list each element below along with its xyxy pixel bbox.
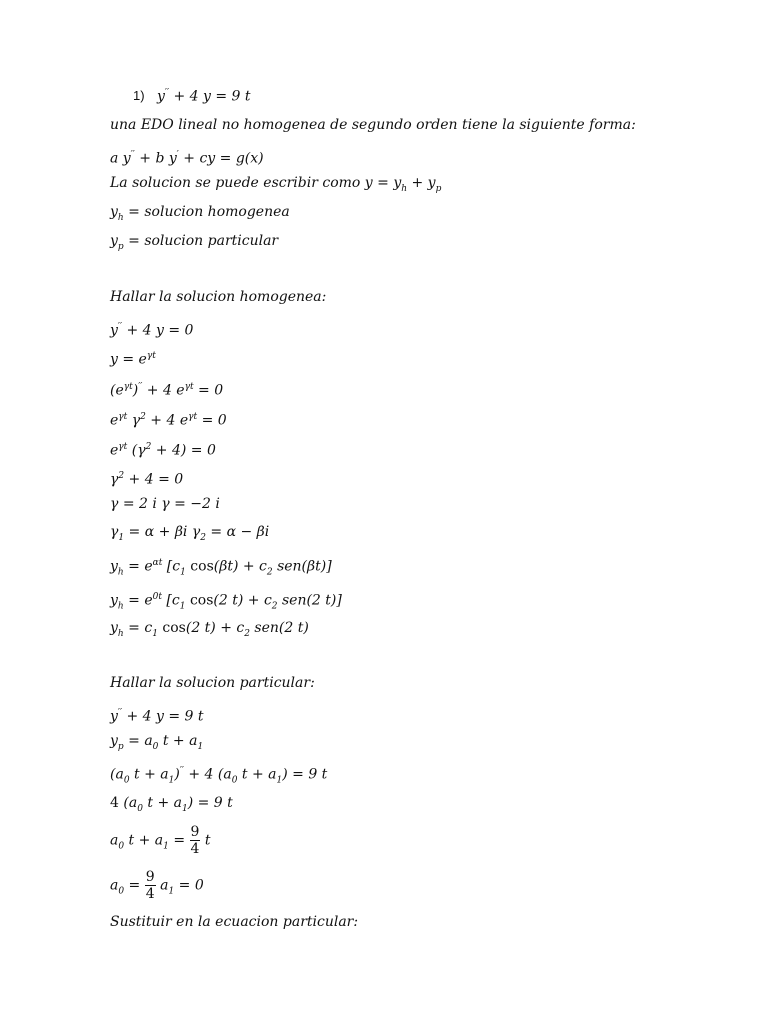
eq-roots: γ = 2 i γ = −2 i: [110, 496, 220, 512]
heading-homogenea: Hallar la solucion homogenea:: [110, 289, 327, 305]
eq-factored: $e^{\gamma t}$ $(\gamma^2 + 4) = 0$: [110, 442, 216, 459]
eq-roots-general: $\gamma_1 = \alpha + \beta i$ $\gamma_2 = \alpha - \beta i$: [110, 524, 270, 543]
eq-yh-substituted: $y_h = e^{0t}$ [$c_1$ cos(2 $t) + c_2$ sen(2 t)]: [110, 592, 342, 612]
eq-ansatz: $y = e^{\gamma t}$: [110, 351, 156, 368]
yp-definition: $y_p$ = solucion particular: [110, 233, 279, 252]
eq-yh-final: $y_h = c_1$ cos(2 $t) + c_2$ sen(2 t): [110, 620, 309, 639]
eq-yh-general: $y_h = e^{\alpha t}$ [$c_1$ $\cos(\beta t) + c_2$ sen(βt)]: [110, 558, 332, 578]
eq-homogenea: y′′ + 4 y = 0: [110, 322, 194, 339]
heading-particular: Hallar la solucion particular:: [110, 675, 315, 691]
problem-equation: y′′ + 4 y = 9 t: [157, 88, 251, 105]
eq-substitution: $(e^{\gamma t})'' + 4$ $e^{\gamma t} = 0$: [110, 382, 224, 399]
general-form: a y′′ + b y′ + cy = g(x): [110, 150, 264, 167]
eq-characteristic: $\gamma^2 + 4 = 0$: [110, 471, 184, 488]
eq-derivative: $e^{\gamma t}$ $\gamma^2 + 4$ $e^{\gamma t} = 0$: [110, 412, 227, 429]
eq-particular: y′′ + 4 y = 9 t: [110, 708, 204, 725]
item-number: 1): [133, 88, 145, 103]
eq-yp-substitution: ($a_0$ $t + a_1)'' + 4$ ($a_0$ $t + a_1) = 9$ t: [110, 766, 328, 786]
eq-yp-simplified: 4 ($a_0$ $t + a_1) = 9$ t: [110, 795, 233, 814]
eq-coefficients: $a_0$ = $\frac{9}{4}$ $a_1 = 0$: [110, 869, 204, 902]
yh-definition: $y_h$ = solucion homogenea: [110, 204, 290, 223]
eq-yp-fraction: $a_0$ $t + a_1$ = $\frac{9}{4}$ t: [110, 824, 211, 857]
solution-form: La solucion se puede escribir como $y = y_h + y_p$: [110, 175, 442, 194]
intro-text: una EDO lineal no homogenea de segundo orden tiene la siguiente forma:: [110, 117, 636, 133]
eq-yp-form: $y_p = a_0$ $t + a_1$: [110, 733, 204, 752]
heading-sustituir: Sustituir en la ecuacion particular:: [110, 914, 359, 930]
